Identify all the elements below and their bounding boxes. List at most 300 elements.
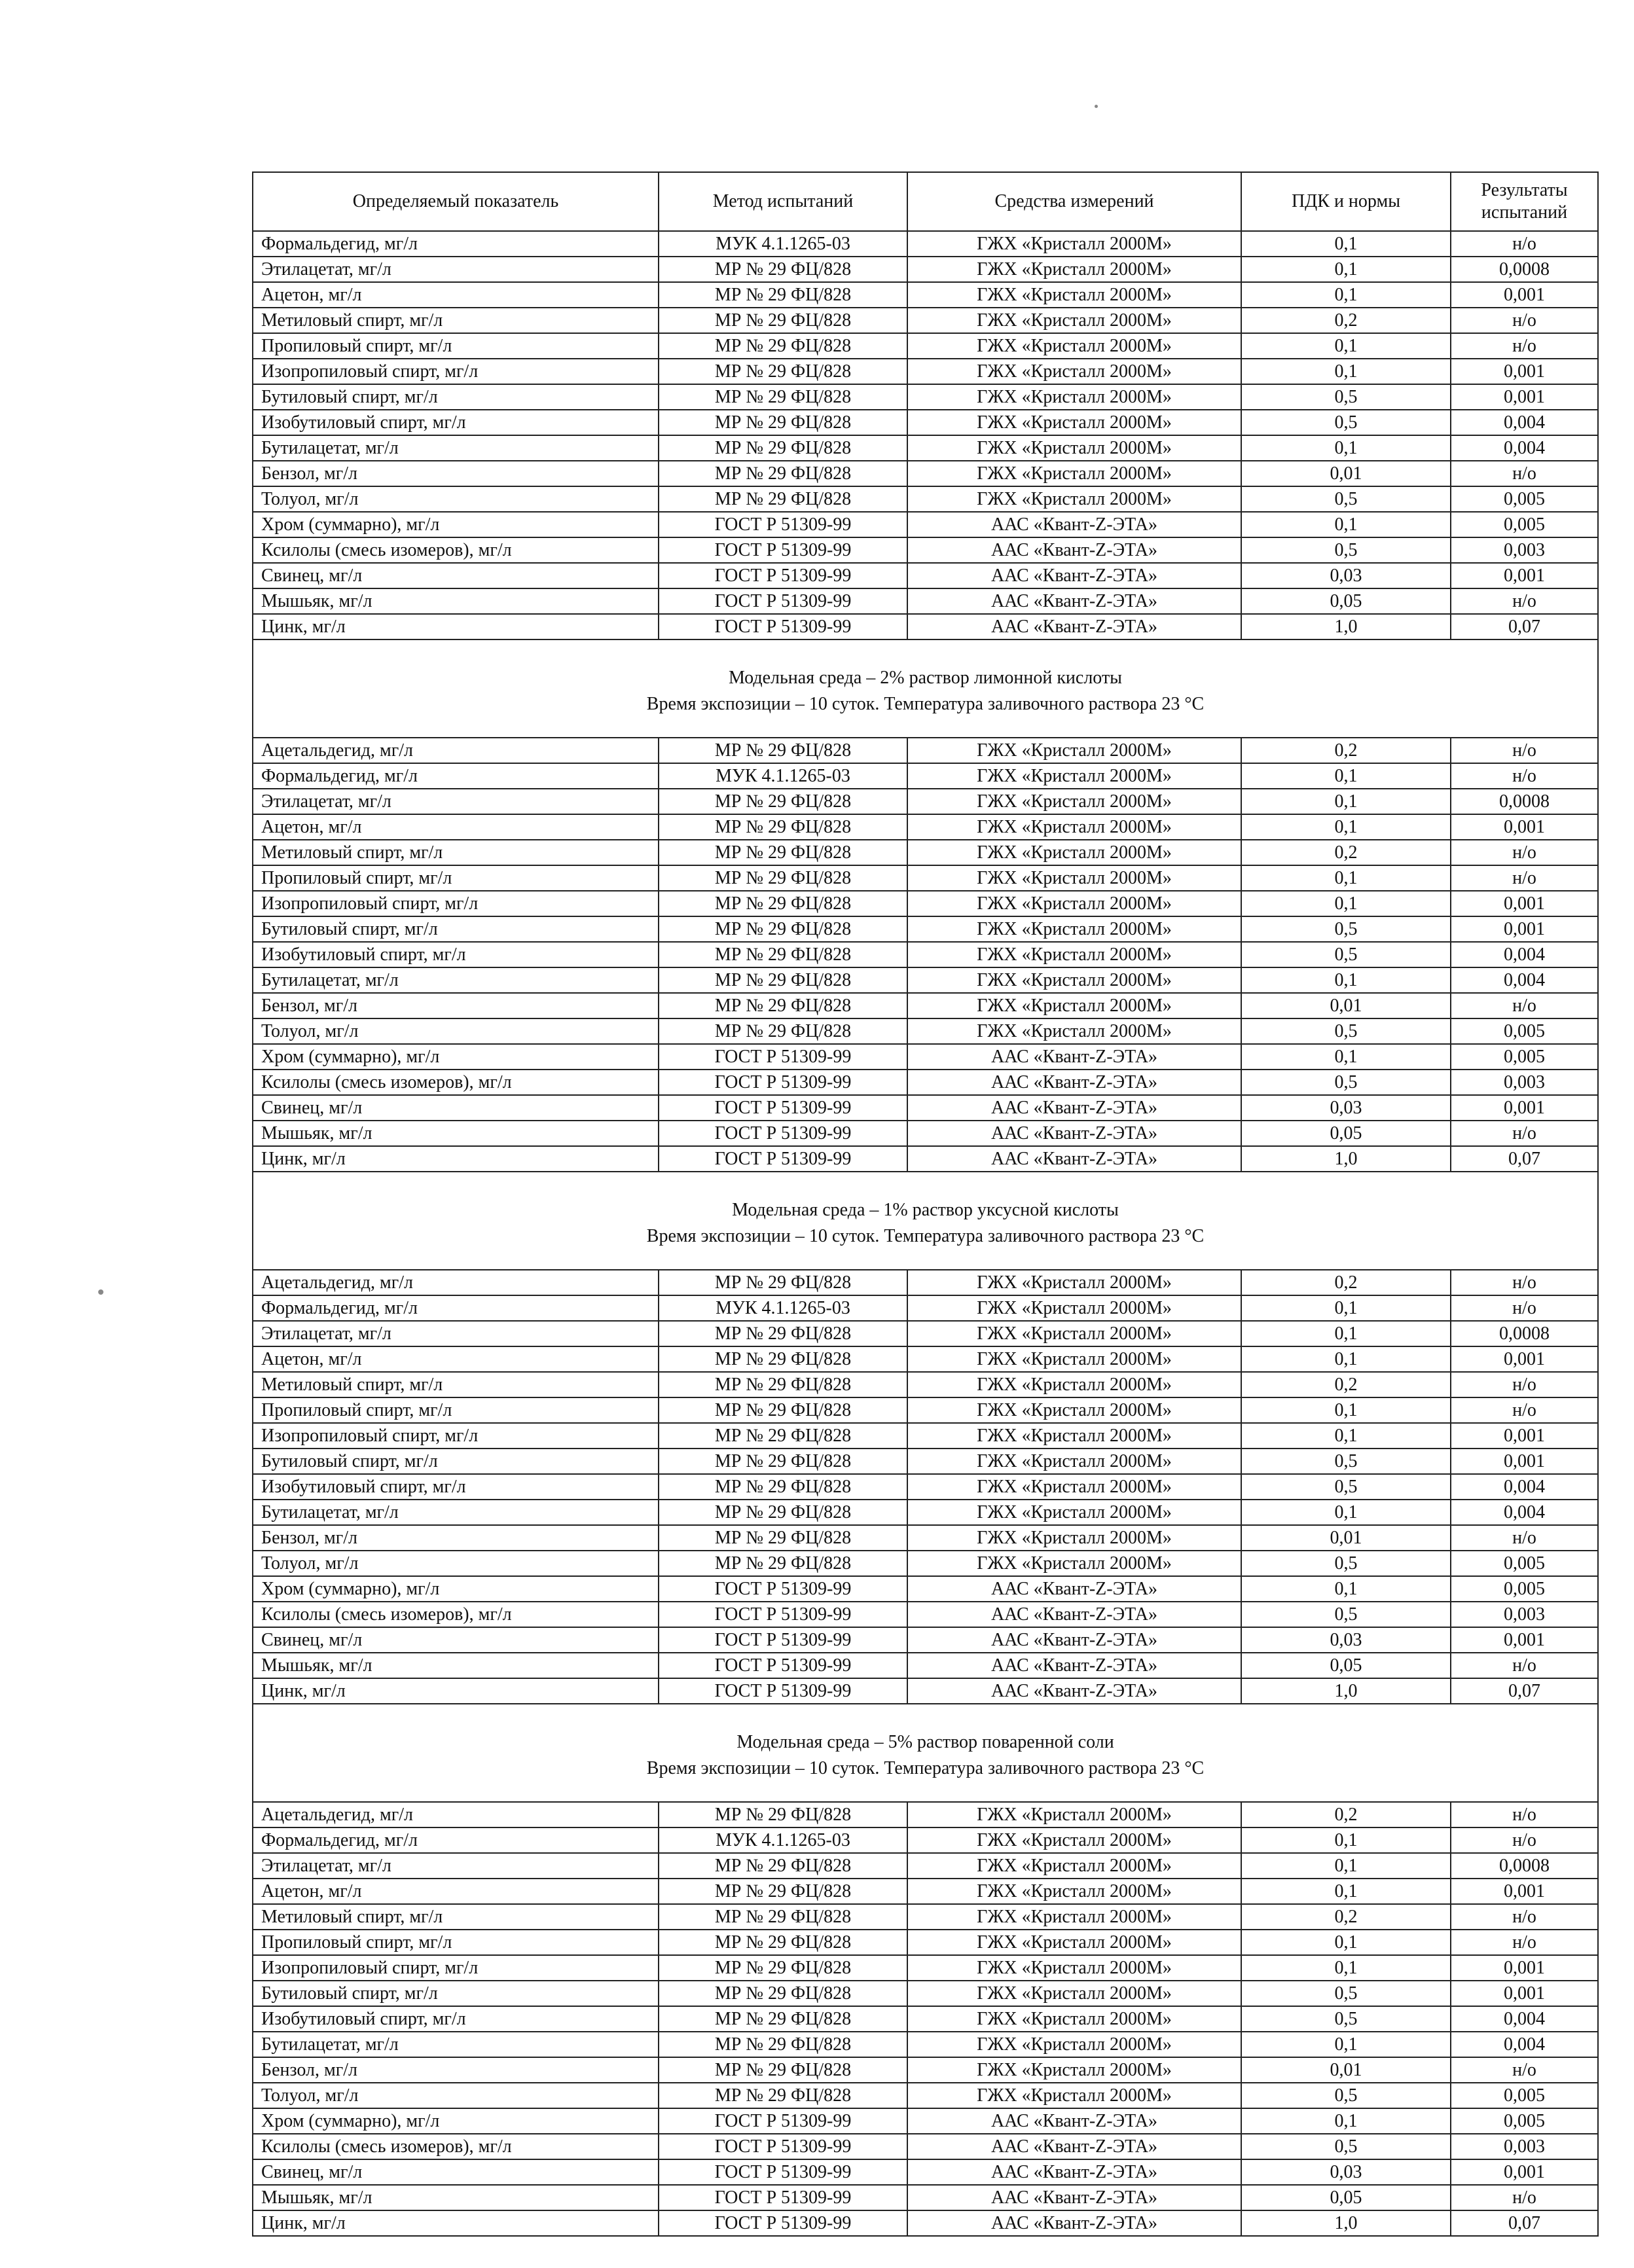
cell-indicator: Хром (суммарно), мг/л [253,512,659,537]
cell-instrument: ААС «Квант-Z-ЭТА» [907,1627,1241,1653]
section-caption-row [253,1704,1598,1802]
cell-instrument: ГЖХ «Кристалл 2000М» [907,1802,1241,1827]
cell-instrument: ААС «Квант-Z-ЭТА» [907,1146,1241,1172]
table-row [253,486,1598,512]
table-row [253,1474,1598,1500]
cell-limit: 0,1 [1241,1423,1451,1449]
cell-indicator: Метиловый спирт, мг/л [253,1904,659,1930]
cell-instrument: ГЖХ «Кристалл 2000М» [907,282,1241,308]
table-header [253,172,1598,231]
cell-limit: 0,2 [1241,1372,1451,1397]
table-row [253,308,1598,333]
table-row [253,1802,1598,1827]
cell-indicator: Ацетон, мг/л [253,814,659,840]
section-caption-row [253,639,1598,738]
cell-indicator: Формальдегид, мг/л [253,231,659,257]
cell-indicator: Пропиловый спирт, мг/л [253,865,659,891]
cell-indicator: Ксилолы (смесь изомеров), мг/л [253,537,659,563]
cell-result: н/о [1451,461,1598,486]
table-row [253,2006,1598,2032]
table-row [253,614,1598,639]
cell-limit: 0,5 [1241,1018,1451,1044]
cell-indicator: Ксилолы (смесь изомеров), мг/л [253,1070,659,1095]
cell-instrument: ГЖХ «Кристалл 2000М» [907,333,1241,359]
cell-limit: 0,1 [1241,1044,1451,1070]
cell-instrument: ГЖХ «Кристалл 2000М» [907,1525,1241,1551]
cell-limit: 0,1 [1241,763,1451,789]
cell-method: МР № 29 ФЦ/828 [659,308,907,333]
cell-result: н/о [1451,993,1598,1018]
table-row [253,1551,1598,1576]
cell-limit: 0,5 [1241,2006,1451,2032]
cell-limit: 0,1 [1241,435,1451,461]
cell-method: МУК 4.1.1265-03 [659,1827,907,1853]
cell-instrument: ААС «Квант-Z-ЭТА» [907,588,1241,614]
cell-result: 0,004 [1451,1474,1598,1500]
cell-method: МР № 29 ФЦ/828 [659,282,907,308]
cell-limit: 0,1 [1241,1500,1451,1525]
cell-result: н/о [1451,840,1598,865]
cell-instrument: ГЖХ «Кристалл 2000М» [907,738,1241,763]
table-row [253,2032,1598,2057]
cell-instrument: ГЖХ «Кристалл 2000М» [907,2032,1241,2057]
cell-result: 0,0008 [1451,1853,1598,1879]
cell-method: МР № 29 ФЦ/828 [659,993,907,1018]
section-caption [253,1172,1598,1270]
cell-method: ГОСТ Р 51309-99 [659,1095,907,1121]
cell-instrument: ААС «Квант-Z-ЭТА» [907,537,1241,563]
cell-method: МР № 29 ФЦ/828 [659,1423,907,1449]
cell-method: ГОСТ Р 51309-99 [659,2185,907,2210]
cell-limit: 0,2 [1241,738,1451,763]
cell-method: МР № 29 ФЦ/828 [659,1321,907,1346]
cell-result: 0,005 [1451,1018,1598,1044]
table-row [253,1981,1598,2006]
cell-instrument: ААС «Квант-Z-ЭТА» [907,1070,1241,1095]
table-row [253,2108,1598,2134]
cell-limit: 0,5 [1241,1449,1451,1474]
cell-method: МР № 29 ФЦ/828 [659,2032,907,2057]
cell-method: МР № 29 ФЦ/828 [659,1551,907,1576]
cell-limit: 0,01 [1241,461,1451,486]
cell-result: 0,004 [1451,1500,1598,1525]
table-row [253,333,1598,359]
cell-result: 0,003 [1451,537,1598,563]
cell-instrument: ААС «Квант-Z-ЭТА» [907,1121,1241,1146]
cell-indicator: Толуол, мг/л [253,486,659,512]
cell-method: МР № 29 ФЦ/828 [659,1955,907,1981]
cell-result: 0,003 [1451,1602,1598,1627]
cell-instrument: ГЖХ «Кристалл 2000М» [907,384,1241,410]
cell-instrument: ААС «Квант-Z-ЭТА» [907,614,1241,639]
cell-method: ГОСТ Р 51309-99 [659,1070,907,1095]
cell-method: МР № 29 ФЦ/828 [659,1474,907,1500]
cell-result: 0,001 [1451,1879,1598,1904]
cell-result: н/о [1451,763,1598,789]
cell-indicator: Изопропиловый спирт, мг/л [253,1423,659,1449]
cell-method: ГОСТ Р 51309-99 [659,2210,907,2236]
cell-limit: 0,5 [1241,1551,1451,1576]
cell-indicator: Цинк, мг/л [253,2210,659,2236]
cell-result: 0,004 [1451,967,1598,993]
cell-instrument: ГЖХ «Кристалл 2000М» [907,1551,1241,1576]
cell-indicator: Хром (суммарно), мг/л [253,1044,659,1070]
section-caption-line: Время экспозиции – 10 суток. Температура заливочного раствора 23 °С [646,694,1205,714]
cell-instrument: ГЖХ «Кристалл 2000М» [907,1904,1241,1930]
cell-instrument: ГЖХ «Кристалл 2000М» [907,763,1241,789]
table-row [253,1372,1598,1397]
cell-instrument: ГЖХ «Кристалл 2000М» [907,1930,1241,1955]
cell-method: МР № 29 ФЦ/828 [659,1500,907,1525]
cell-method: МУК 4.1.1265-03 [659,1295,907,1321]
table-row [253,1627,1598,1653]
cell-instrument: ГЖХ «Кристалл 2000М» [907,1981,1241,2006]
cell-result: 0,003 [1451,1070,1598,1095]
table-row [253,512,1598,537]
cell-limit: 0,1 [1241,1397,1451,1423]
cell-instrument: ААС «Квант-Z-ЭТА» [907,2108,1241,2134]
section-caption [253,639,1598,738]
cell-limit: 0,5 [1241,1981,1451,2006]
table-row [253,993,1598,1018]
cell-limit: 0,1 [1241,359,1451,384]
cell-limit: 0,05 [1241,2185,1451,2210]
cell-instrument: ГЖХ «Кристалл 2000М» [907,865,1241,891]
section-caption-line: Модельная среда – 5% раствор поваренной соли [736,1732,1114,1752]
cell-indicator: Бутилацетат, мг/л [253,1500,659,1525]
cell-result: 0,001 [1451,563,1598,588]
cell-method: ГОСТ Р 51309-99 [659,2108,907,2134]
cell-indicator: Бутиловый спирт, мг/л [253,1449,659,1474]
cell-limit: 0,1 [1241,1346,1451,1372]
cell-limit: 0,5 [1241,942,1451,967]
cell-instrument: ААС «Квант-Z-ЭТА» [907,2210,1241,2236]
header-indicator: Определяемый показатель [253,172,659,231]
cell-indicator: Бутиловый спирт, мг/л [253,1981,659,2006]
cell-indicator: Формальдегид, мг/л [253,1827,659,1853]
table-row [253,1955,1598,1981]
cell-result: 0,003 [1451,2134,1598,2159]
cell-result: 0,0008 [1451,257,1598,282]
cell-method: МР № 29 ФЦ/828 [659,942,907,967]
cell-indicator: Формальдегид, мг/л [253,763,659,789]
cell-instrument: ГЖХ «Кристалл 2000М» [907,1270,1241,1295]
cell-indicator: Ацетальдегид, мг/л [253,738,659,763]
cell-indicator: Пропиловый спирт, мг/л [253,1397,659,1423]
cell-result: н/о [1451,588,1598,614]
cell-method: МР № 29 ФЦ/828 [659,1930,907,1955]
cell-limit: 0,1 [1241,2032,1451,2057]
cell-indicator: Метиловый спирт, мг/л [253,1372,659,1397]
cell-instrument: ГЖХ «Кристалл 2000М» [907,1423,1241,1449]
cell-method: МР № 29 ФЦ/828 [659,916,907,942]
cell-limit: 0,1 [1241,1295,1451,1321]
cell-indicator: Ксилолы (смесь изомеров), мг/л [253,2134,659,2159]
cell-indicator: Изобутиловый спирт, мг/л [253,410,659,435]
section-caption-row [253,1172,1598,1270]
cell-method: МР № 29 ФЦ/828 [659,738,907,763]
cell-indicator: Бензол, мг/л [253,993,659,1018]
table-row [253,257,1598,282]
cell-result: н/о [1451,1121,1598,1146]
table-row [253,461,1598,486]
table-row [253,588,1598,614]
cell-instrument: ГЖХ «Кристалл 2000М» [907,789,1241,814]
cell-result: 0,004 [1451,942,1598,967]
cell-result: н/о [1451,1295,1598,1321]
cell-limit: 0,03 [1241,1095,1451,1121]
cell-result: н/о [1451,1525,1598,1551]
results-sheet [252,171,1597,2237]
table-row [253,1653,1598,1678]
cell-limit: 0,5 [1241,2083,1451,2108]
cell-limit: 1,0 [1241,1678,1451,1704]
cell-method: МР № 29 ФЦ/828 [659,2057,907,2083]
cell-limit: 0,1 [1241,814,1451,840]
cell-method: МР № 29 ФЦ/828 [659,1525,907,1551]
cell-result: 0,005 [1451,512,1598,537]
cell-limit: 0,5 [1241,1474,1451,1500]
cell-method: МР № 29 ФЦ/828 [659,333,907,359]
header-instrument: Средства измерений [907,172,1241,231]
cell-result: 0,001 [1451,1095,1598,1121]
cell-indicator: Цинк, мг/л [253,1678,659,1704]
cell-indicator: Толуол, мг/л [253,1018,659,1044]
cell-limit: 0,5 [1241,537,1451,563]
cell-indicator: Этилацетат, мг/л [253,1321,659,1346]
table-row [253,1295,1598,1321]
table-row [253,537,1598,563]
cell-instrument: ААС «Квант-Z-ЭТА» [907,1602,1241,1627]
cell-instrument: ГЖХ «Кристалл 2000М» [907,2057,1241,2083]
cell-instrument: ГЖХ «Кристалл 2000М» [907,461,1241,486]
cell-indicator: Толуол, мг/л [253,2083,659,2108]
cell-method: ГОСТ Р 51309-99 [659,2134,907,2159]
cell-instrument: ГЖХ «Кристалл 2000М» [907,916,1241,942]
section-caption-line: Время экспозиции – 10 суток. Температура заливочного раствора 23 °С [646,1758,1205,1778]
cell-method: МР № 29 ФЦ/828 [659,1981,907,2006]
table-row [253,1044,1598,1070]
cell-indicator: Хром (суммарно), мг/л [253,1576,659,1602]
table-row [253,1146,1598,1172]
cell-result: 0,005 [1451,1551,1598,1576]
cell-limit: 0,1 [1241,1853,1451,1879]
table-row [253,1678,1598,1704]
scan-speck [98,1289,103,1295]
cell-limit: 0,5 [1241,384,1451,410]
cell-limit: 0,1 [1241,1827,1451,1853]
table-row [253,865,1598,891]
cell-method: МУК 4.1.1265-03 [659,231,907,257]
cell-instrument: ГЖХ «Кристалл 2000М» [907,1018,1241,1044]
cell-method: МР № 29 ФЦ/828 [659,410,907,435]
cell-instrument: ГЖХ «Кристалл 2000М» [907,1955,1241,1981]
cell-result: н/о [1451,2057,1598,2083]
cell-method: МР № 29 ФЦ/828 [659,865,907,891]
cell-method: МР № 29 ФЦ/828 [659,384,907,410]
cell-instrument: ААС «Квант-Z-ЭТА» [907,1044,1241,1070]
cell-indicator: Изобутиловый спирт, мг/л [253,1474,659,1500]
cell-instrument: ААС «Квант-Z-ЭТА» [907,1576,1241,1602]
cell-result: н/о [1451,1930,1598,1955]
cell-instrument: ГЖХ «Кристалл 2000М» [907,993,1241,1018]
cell-method: МР № 29 ФЦ/828 [659,1904,907,1930]
cell-result: 0,001 [1451,1423,1598,1449]
cell-limit: 0,5 [1241,1602,1451,1627]
cell-method: МР № 29 ФЦ/828 [659,1018,907,1044]
cell-indicator: Ацетон, мг/л [253,1879,659,1904]
table-row [253,1397,1598,1423]
table-row [253,282,1598,308]
cell-limit: 0,1 [1241,257,1451,282]
cell-limit: 0,5 [1241,2134,1451,2159]
table-row [253,359,1598,384]
cell-indicator: Пропиловый спирт, мг/л [253,333,659,359]
table-row [253,763,1598,789]
table-row [253,1500,1598,1525]
cell-method: ГОСТ Р 51309-99 [659,1627,907,1653]
cell-method: ГОСТ Р 51309-99 [659,1602,907,1627]
cell-limit: 0,03 [1241,2159,1451,2185]
cell-limit: 0,05 [1241,588,1451,614]
cell-result: н/о [1451,1802,1598,1827]
cell-instrument: ГЖХ «Кристалл 2000М» [907,257,1241,282]
cell-instrument: ГЖХ «Кристалл 2000М» [907,967,1241,993]
cell-indicator: Ацетальдегид, мг/л [253,1270,659,1295]
table-row [253,916,1598,942]
cell-method: ГОСТ Р 51309-99 [659,512,907,537]
section-caption [253,1704,1598,1802]
cell-instrument: ГЖХ «Кристалл 2000М» [907,435,1241,461]
cell-indicator: Пропиловый спирт, мг/л [253,1930,659,1955]
cell-method: МР № 29 ФЦ/828 [659,789,907,814]
cell-indicator: Мышьяк, мг/л [253,1121,659,1146]
table-row [253,2057,1598,2083]
cell-result: н/о [1451,1270,1598,1295]
table-row [253,1346,1598,1372]
cell-result: 0,07 [1451,614,1598,639]
results-table [252,171,1599,2237]
cell-limit: 0,01 [1241,993,1451,1018]
cell-limit: 0,2 [1241,1270,1451,1295]
table-row [253,891,1598,916]
cell-indicator: Изопропиловый спирт, мг/л [253,891,659,916]
cell-instrument: ААС «Квант-Z-ЭТА» [907,2185,1241,2210]
cell-instrument: ГЖХ «Кристалл 2000М» [907,840,1241,865]
cell-result: 0,001 [1451,1955,1598,1981]
cell-limit: 0,01 [1241,1525,1451,1551]
cell-limit: 0,1 [1241,1955,1451,1981]
cell-result: 0,004 [1451,435,1598,461]
section-caption-line: Модельная среда – 1% раствор уксусной кислоты [732,1200,1119,1220]
table-row [253,738,1598,763]
cell-method: МР № 29 ФЦ/828 [659,814,907,840]
table-row [253,1930,1598,1955]
cell-method: ГОСТ Р 51309-99 [659,614,907,639]
cell-instrument: ГЖХ «Кристалл 2000М» [907,486,1241,512]
cell-instrument: ГЖХ «Кристалл 2000М» [907,2006,1241,2032]
cell-instrument: ГЖХ «Кристалл 2000М» [907,2083,1241,2108]
cell-result: н/о [1451,1904,1598,1930]
table-row [253,2185,1598,2210]
cell-limit: 0,1 [1241,865,1451,891]
cell-result: 0,001 [1451,1346,1598,1372]
table-row [253,1827,1598,1853]
cell-limit: 1,0 [1241,1146,1451,1172]
cell-limit: 0,1 [1241,282,1451,308]
cell-method: МР № 29 ФЦ/828 [659,435,907,461]
section-caption-line: Время экспозиции – 10 суток. Температура заливочного раствора 23 °С [646,1226,1205,1246]
cell-method: МР № 29 ФЦ/828 [659,461,907,486]
cell-method: МР № 29 ФЦ/828 [659,840,907,865]
cell-method: МР № 29 ФЦ/828 [659,2006,907,2032]
table-row [253,840,1598,865]
cell-method: МР № 29 ФЦ/828 [659,1879,907,1904]
cell-limit: 1,0 [1241,2210,1451,2236]
cell-method: ГОСТ Р 51309-99 [659,1146,907,1172]
table-row [253,1095,1598,1121]
cell-indicator: Бутилацетат, мг/л [253,435,659,461]
cell-result: 0,001 [1451,282,1598,308]
cell-instrument: ААС «Квант-Z-ЭТА» [907,1095,1241,1121]
cell-result: н/о [1451,1397,1598,1423]
table-row [253,563,1598,588]
table-row [253,1449,1598,1474]
cell-result: 0,005 [1451,2083,1598,2108]
cell-method: ГОСТ Р 51309-99 [659,1576,907,1602]
cell-result: н/о [1451,1653,1598,1678]
cell-indicator: Бензол, мг/л [253,1525,659,1551]
cell-method: ГОСТ Р 51309-99 [659,1678,907,1704]
table-row [253,1423,1598,1449]
cell-instrument: ААС «Квант-Z-ЭТА» [907,512,1241,537]
cell-result: н/о [1451,865,1598,891]
table-row [253,2134,1598,2159]
header-method: Метод испытаний [659,172,907,231]
table-row [253,2159,1598,2185]
table-row [253,2083,1598,2108]
cell-limit: 0,2 [1241,840,1451,865]
cell-instrument: ГЖХ «Кристалл 2000М» [907,1853,1241,1879]
cell-result: 0,07 [1451,2210,1598,2236]
cell-limit: 0,1 [1241,2108,1451,2134]
cell-method: ГОСТ Р 51309-99 [659,1653,907,1678]
cell-indicator: Свинец, мг/л [253,563,659,588]
cell-limit: 0,1 [1241,891,1451,916]
cell-method: ГОСТ Р 51309-99 [659,1121,907,1146]
cell-method: МР № 29 ФЦ/828 [659,1853,907,1879]
cell-indicator: Ксилолы (смесь изомеров), мг/л [253,1602,659,1627]
cell-limit: 0,1 [1241,967,1451,993]
cell-method: МР № 29 ФЦ/828 [659,257,907,282]
cell-limit: 1,0 [1241,614,1451,639]
cell-instrument: ГЖХ «Кристалл 2000М» [907,1449,1241,1474]
cell-indicator: Метиловый спирт, мг/л [253,840,659,865]
cell-limit: 0,1 [1241,1930,1451,1955]
cell-limit: 0,03 [1241,1627,1451,1653]
table-row [253,1602,1598,1627]
table-row [253,942,1598,967]
cell-result: 0,0008 [1451,1321,1598,1346]
cell-indicator: Метиловый спирт, мг/л [253,308,659,333]
cell-instrument: ГЖХ «Кристалл 2000М» [907,1397,1241,1423]
cell-result: 0,001 [1451,1981,1598,2006]
table-row [253,1321,1598,1346]
cell-result: 0,001 [1451,1627,1598,1653]
cell-result: 0,001 [1451,359,1598,384]
cell-instrument: ГЖХ «Кристалл 2000М» [907,1295,1241,1321]
cell-indicator: Ацетон, мг/л [253,282,659,308]
